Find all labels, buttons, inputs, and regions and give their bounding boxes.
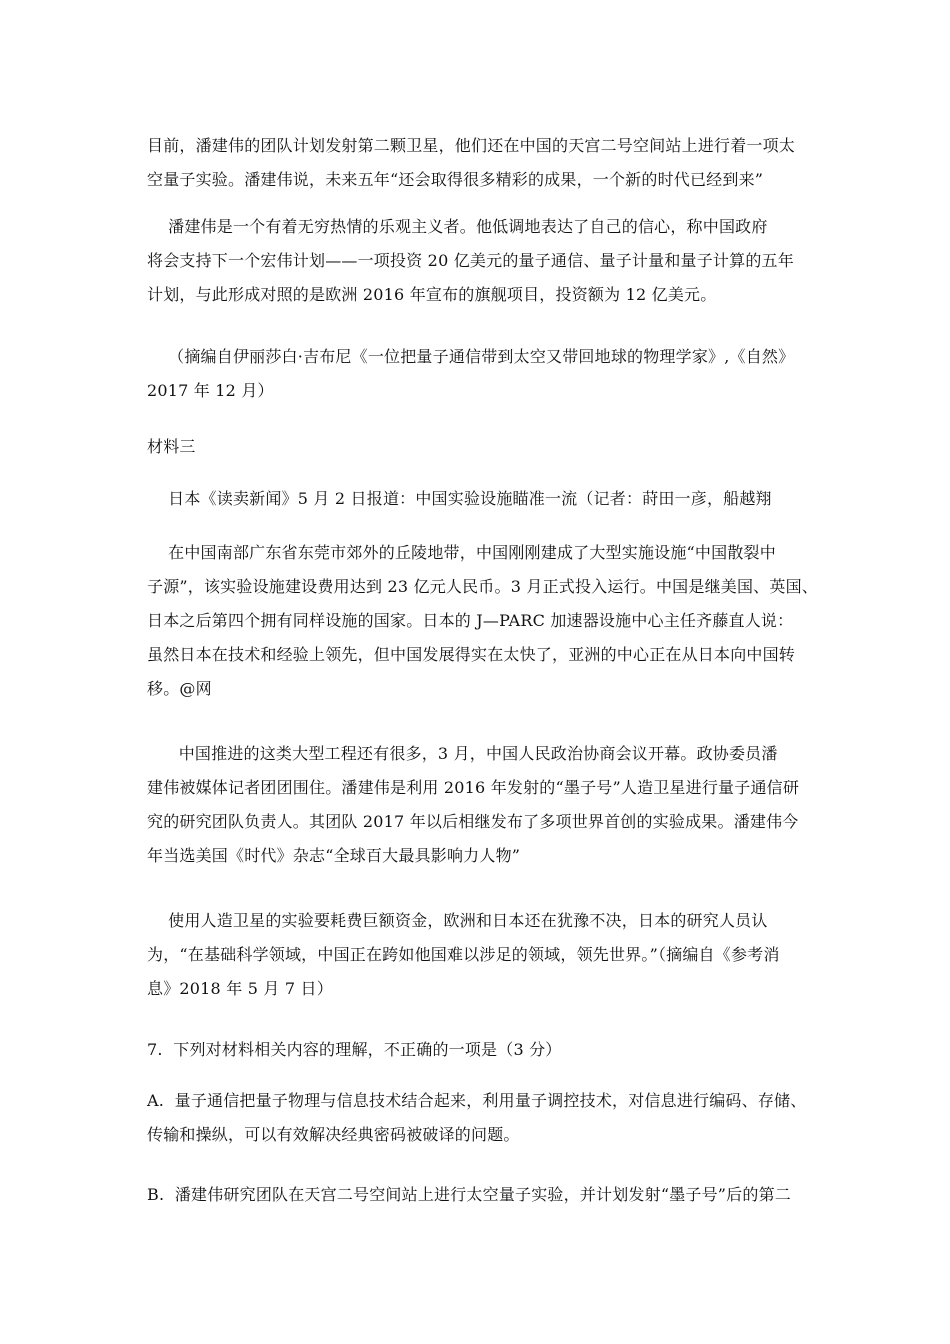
- text-line: A. 量子通信把量子物理与信息技术结合起来，利用量子调控技术，对信息进行编码、存储、: [147, 1091, 807, 1110]
- text-line: 潘建伟是一个有着无穷热情的乐观主义者。他低调地表达了自己的信心，称中国政府: [147, 217, 768, 236]
- text-line: 将会支持下一个宏伟计划——一项投资 20 亿美元的量子通信、量子计量和量子计算的五年: [147, 251, 794, 270]
- option-b: [147, 1178, 811, 1212]
- text-line: 年当选美国《时代》杂志“全球百大最具影响力人物”: [147, 846, 521, 865]
- question-7: [147, 1033, 811, 1067]
- text-line: 传输和操纵，可以有效解决经典密码被破译的问题。: [147, 1125, 520, 1144]
- text-line: 为，“在基础科学领域，中国正在跨如他国难以涉足的领域，领先世界。”（摘编自《参考消: [147, 945, 780, 964]
- text-line: 虽然日本在技术和经验上领先，但中国发展得实在太快了，亚洲的中心正在从日本向中国转: [147, 645, 796, 664]
- text-line: 在中国南部广东省东莞市郊外的丘陵地带，中国刚刚建成了大型实施设施“中国散裂中: [147, 543, 776, 562]
- paragraph-report-header: [147, 482, 811, 516]
- text-line: 建伟被媒体记者团团围住。潘建伟是利用 2016 年发射的“墨子号”人造卫星进行量子通信研: [147, 778, 800, 797]
- paragraph-1: [147, 129, 811, 197]
- text-line: 日本《读卖新闻》5 月 2 日报道：中国实验设施瞄准一流（记者：莳田一彦，船越翔: [147, 489, 772, 508]
- text-line: 中国推进的这类大型工程还有很多，3 月，中国人民政治协商会议开幕。政协委员潘: [147, 744, 778, 763]
- text-line: 移。@网: [147, 679, 212, 698]
- section-heading: [147, 430, 811, 464]
- text-line: 7. 下列对材料相关内容的理解，不正确的一项是（3 分）: [147, 1040, 562, 1059]
- paragraph-citation-1: [147, 340, 811, 408]
- text-line: 子源”，该实验设施建设费用达到 23 亿元人民币。3 月正式投入运行。中国是继美国、英国、: [147, 577, 818, 596]
- text-line: 计划，与此形成对照的是欧洲 2016 年宣布的旗舰项目，投资额为 12 亿美元。: [147, 285, 717, 304]
- text-line: 材料三: [147, 437, 196, 456]
- text-line: 使用人造卫星的实验要耗费巨额资金，欧洲和日本还在犹豫不决，日本的研究人员认: [147, 911, 768, 930]
- paragraph-5: [147, 904, 811, 1006]
- text-line: 2017 年 12 月）: [147, 381, 274, 400]
- paragraph-3: [147, 536, 818, 706]
- text-line: 究的研究团队负责人。其团队 2017 年以后相继发布了多项世界首创的实验成果。潘建伟今: [147, 812, 799, 831]
- paragraph-4: [147, 737, 811, 873]
- text-line: （摘编自伊丽莎白·吉布尼《一位把量子通信带到太空又带回地球的物理学家》,《自然》: [147, 347, 795, 366]
- paragraph-2: [147, 210, 811, 312]
- text-line: 空量子实验。潘建伟说，未来五年“还会取得很多精彩的成果，一个新的时代已经到来”: [147, 170, 764, 189]
- text-line: B. 潘建伟研究团队在天宫二号空间站上进行太空量子实验，并计划发射“墨子号”后的第二: [147, 1185, 791, 1204]
- text-line: 息》2018 年 5 月 7 日）: [147, 979, 333, 998]
- text-line: 目前，潘建伟的团队计划发射第二颗卫星，他们还在中国的天宫二号空间站上进行着一项太: [147, 136, 796, 155]
- text-line: 日本之后第四个拥有同样设施的国家。日本的 J—PARC 加速器设施中心主任齐藤直人说：: [147, 611, 794, 630]
- option-a: [147, 1084, 811, 1152]
